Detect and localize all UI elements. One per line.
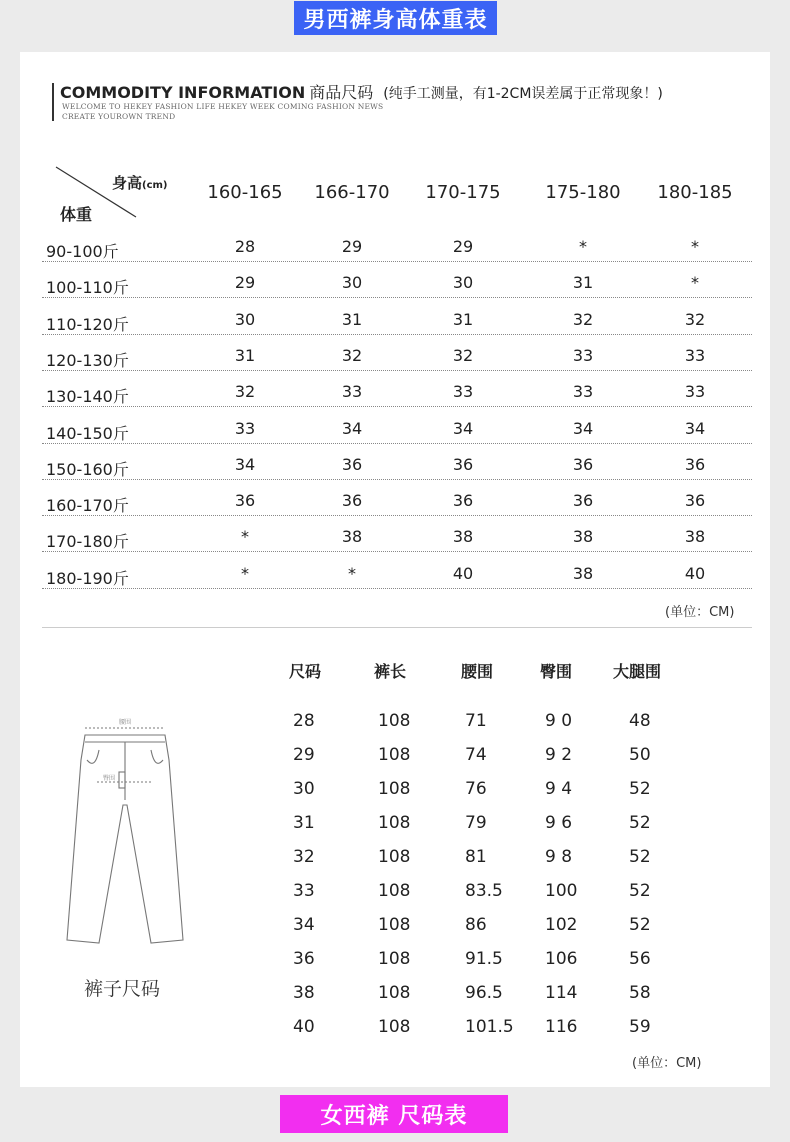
table2-cell: 29 (293, 745, 315, 765)
table1-cell: 36 (684, 454, 706, 474)
table1-cell: * (579, 237, 587, 256)
table1-cell: 31 (341, 309, 363, 329)
table1-cell: 33 (684, 345, 706, 365)
table1-row-label: 110-120斤 (46, 314, 129, 334)
table2-cell: 116 (545, 1017, 578, 1037)
table2-cell: 101.5 (465, 1017, 514, 1037)
table2-cell: 108 (378, 711, 411, 731)
table1-cell: * (241, 563, 249, 583)
table2-cell: 96.5 (465, 983, 503, 1003)
table2-column-header: 臀围 (540, 662, 573, 681)
table2-cell: 76 (465, 779, 487, 799)
table2-cell: 108 (378, 745, 411, 765)
table2-cell: 79 (465, 813, 487, 833)
pants-label-hip: 臀围 (102, 775, 116, 782)
table1-cell: 31 (572, 273, 594, 293)
table1-cell: 40 (452, 563, 474, 583)
table1-row-divider (42, 588, 752, 589)
table2-cell: 108 (378, 915, 411, 935)
table1-cell: 32 (341, 345, 363, 365)
table1-row-label: 180-190斤 (46, 568, 129, 588)
table1-column-header: 160-165 (207, 182, 283, 203)
table2-cell: 108 (378, 779, 411, 799)
table1-row-label: 140-150斤 (46, 423, 129, 443)
table1-corner-height: 身高(cm) (112, 174, 168, 192)
table2-cell: 50 (629, 745, 651, 765)
table1-row-label: 160-170斤 (46, 496, 129, 516)
table2-cell: 83.5 (465, 881, 503, 901)
table2-cell: 91.5 (465, 949, 503, 969)
table2-cell: 58 (629, 983, 651, 1003)
table1-cell: 31 (452, 309, 474, 329)
table2-cell: 86 (465, 915, 487, 935)
table1-cell: 34 (684, 418, 706, 438)
table1-cell: 33 (572, 345, 594, 365)
table1-cell: * (241, 527, 249, 547)
table2-cell: 108 (378, 813, 411, 833)
table2-cell: 100 (545, 881, 578, 901)
table1-cell: 30 (234, 309, 256, 329)
table1-cell: 29 (341, 237, 363, 256)
table1-cell: * (691, 273, 699, 293)
table2-cell: 106 (545, 949, 578, 969)
table1-cell: 38 (572, 527, 594, 547)
table2-cell: 36 (293, 949, 315, 969)
table1-cell: 36 (341, 491, 363, 511)
table1-unit: (单位：CM) (665, 605, 735, 620)
table1-cell: 28 (234, 237, 256, 256)
table2-column-header: 腰围 (461, 662, 494, 681)
table1-cell: 30 (452, 273, 474, 293)
table1-row-label: 170-180斤 (46, 532, 129, 552)
table1-cell: 36 (684, 491, 706, 511)
header-title-cn: 商品尺码 (309, 83, 374, 102)
table1-cell: 38 (452, 527, 474, 547)
header-title-en: COMMODITY INFORMATION (60, 83, 306, 102)
table2-unit: (单位：CM) (632, 1056, 702, 1071)
banner-women-size-chart: 女西裤 尺码表 (280, 1095, 508, 1133)
table1-cell: 34 (234, 454, 256, 474)
table2-cell: 28 (293, 711, 315, 731)
table1-cell: 34 (341, 418, 363, 438)
table1-cell: 36 (572, 454, 594, 474)
table2-cell: 9 4 (545, 779, 573, 799)
table1-row-divider (42, 551, 752, 552)
pants-label-waist: 腰围 (118, 719, 132, 726)
table1-cell: * (691, 237, 699, 256)
table2-cell: 56 (629, 949, 651, 969)
table2-cell: 114 (545, 983, 578, 1003)
table2-cell: 9 8 (545, 847, 573, 867)
table1-row-divider (42, 443, 752, 444)
table2-cell: 9 6 (545, 813, 573, 833)
table2-cell: 59 (629, 1017, 651, 1037)
table2-cell: 102 (545, 915, 578, 935)
table2-column-header: 大腿围 (613, 662, 662, 681)
table1-row-divider (42, 406, 752, 407)
table1-row-divider (42, 297, 752, 298)
banner-men-size-chart: 男西裤身高体重表 (294, 1, 497, 35)
table2-cell: 48 (629, 711, 651, 731)
table1-cell: 38 (572, 563, 594, 583)
header-subtitle-1: WELCOME TO HEKEY FASHION LIFE HEKEY WEEK COMING FASHION NEWS (62, 102, 384, 111)
table1-row-label: 150-160斤 (46, 459, 129, 479)
table2-cell: 30 (293, 779, 315, 799)
table1-cell: 36 (234, 491, 256, 511)
table2-cell: 52 (629, 813, 651, 833)
table2-cell: 34 (293, 915, 315, 935)
table2-cell: 52 (629, 847, 651, 867)
table1-row-divider (42, 261, 752, 262)
table2-cell: 52 (629, 779, 651, 799)
table1-row-label: 130-140斤 (46, 387, 129, 407)
table1-column-header: 175-180 (545, 182, 621, 203)
table1-cell: 31 (234, 345, 256, 365)
table1-cell: 36 (572, 491, 594, 511)
table1-column-header: 166-170 (314, 182, 390, 203)
table1-cell: 33 (684, 382, 706, 402)
header-note: (纯手工测量，有1-2CM误差属于正常现象！) (383, 86, 663, 102)
pants-caption: 裤子尺码 (84, 978, 161, 1000)
table1-cell: 32 (572, 309, 594, 329)
table1-row-label: 120-130斤 (46, 350, 129, 370)
table2-cell: 52 (629, 881, 651, 901)
table1-cell: 40 (684, 563, 706, 583)
table2-cell: 74 (465, 745, 487, 765)
table1-cell: 38 (341, 527, 363, 547)
table1-cell: 33 (234, 418, 256, 438)
table2-column-header: 裤长 (374, 662, 407, 681)
table1-cell: 32 (452, 345, 474, 365)
table1-row-divider (42, 370, 752, 371)
table2-cell: 38 (293, 983, 315, 1003)
table1-cell: 30 (341, 273, 363, 293)
table1-corner-weight: 体重 (60, 205, 93, 224)
table1-cell: 33 (572, 382, 594, 402)
table1-column-header: 170-175 (425, 182, 501, 203)
table1-row-label: 90-100斤 (46, 242, 119, 261)
table2-cell: 33 (293, 881, 315, 901)
table2-cell: 71 (465, 711, 487, 731)
table1-row-label: 100-110斤 (46, 278, 129, 298)
table1-cell: 29 (452, 237, 474, 256)
table1-cell: 36 (452, 491, 474, 511)
table1-cell: 29 (234, 273, 256, 293)
table2-cell: 108 (378, 881, 411, 901)
table1-cell: 33 (452, 382, 474, 402)
table2-cell: 108 (378, 949, 411, 969)
table2-cell: 52 (629, 915, 651, 935)
table1-cell: 36 (452, 454, 474, 474)
header-accent-bar (52, 83, 54, 121)
table1-cell: 34 (572, 418, 594, 438)
table2-cell: 81 (465, 847, 487, 867)
table2-cell: 31 (293, 813, 315, 833)
table2-cell: 32 (293, 847, 315, 867)
table2-cell: 108 (378, 847, 411, 867)
table1-cell: 34 (452, 418, 474, 438)
header-subtitle-2: CREATE YOUROWN TREND (62, 112, 176, 121)
table2-cell: 108 (378, 1017, 411, 1037)
table1-cell: 33 (341, 382, 363, 402)
table1-cell: 32 (234, 382, 256, 402)
table1-cell: * (348, 563, 356, 583)
table2-cell: 108 (378, 983, 411, 1003)
pants-illustration (55, 700, 195, 980)
table1-cell: 32 (684, 309, 706, 329)
table2-column-header: 尺码 (289, 662, 322, 681)
section-divider (42, 627, 752, 628)
table1-row-divider (42, 334, 752, 335)
table1-cell: 36 (341, 454, 363, 474)
table1-row-divider (42, 515, 752, 516)
table1-cell: 38 (684, 527, 706, 547)
table1-column-header: 180-185 (657, 182, 733, 203)
table2-cell: 40 (293, 1017, 315, 1037)
table2-cell: 9 0 (545, 711, 573, 731)
header-title (60, 80, 663, 103)
table2-cell: 9 2 (545, 745, 573, 765)
table1-row-divider (42, 479, 752, 480)
